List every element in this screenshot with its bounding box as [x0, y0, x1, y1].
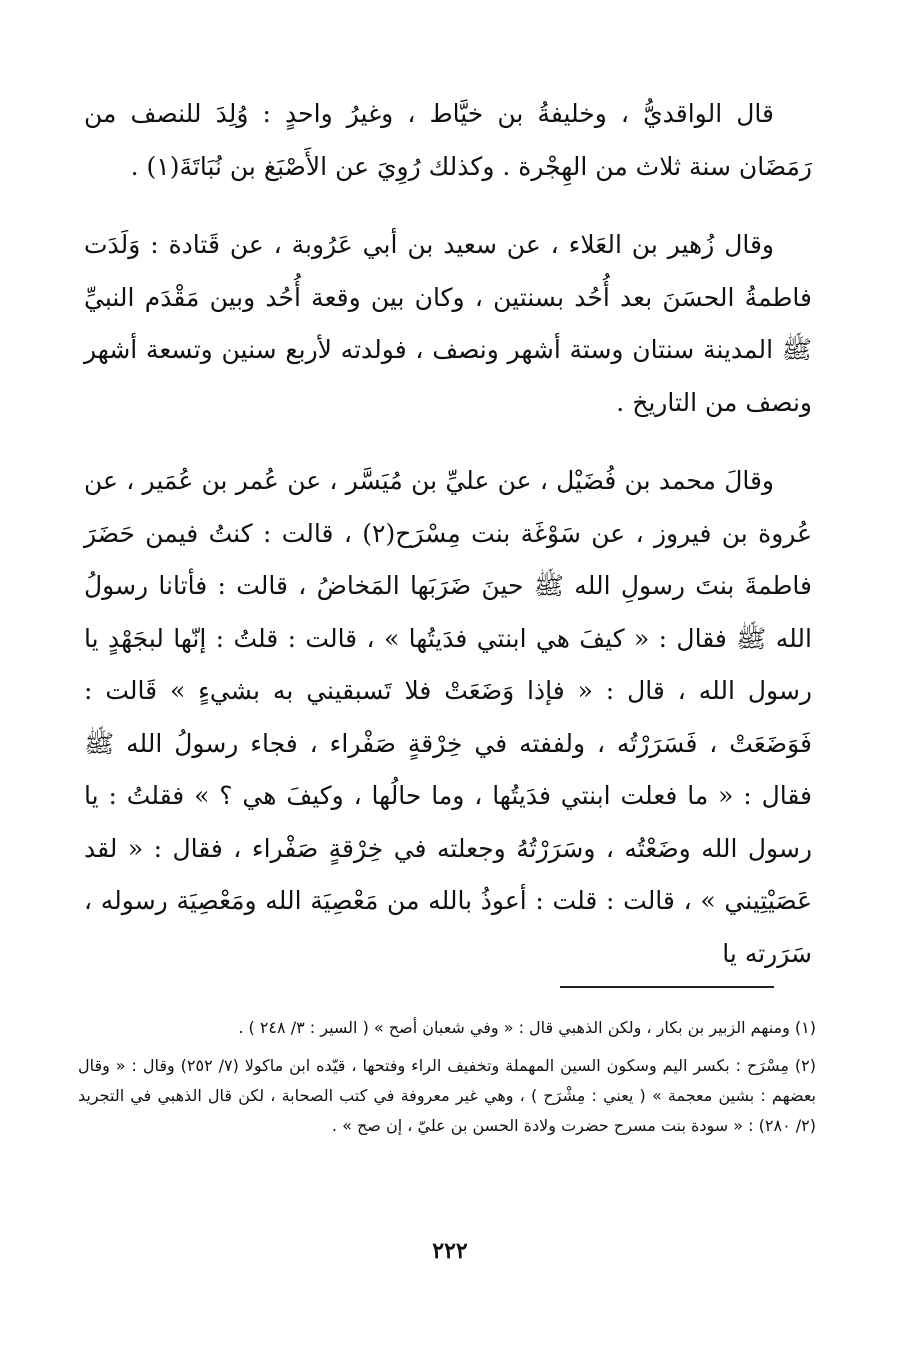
paragraph-qatada-report: وقال زُهير بن العَلاء ، عن سعيد بن أبي عَرُوبة ، عن قَتادة : وَلَدَت فاطمةُ الحسَنَ بعد أُحُد بسنتين ، وكان بين وقعة أُحُد وبين مَقْدَم النبيِّ ﷺ المدينة سنتان وستة أشهر ونصف ، فولدته لأربع سنين وتسعة أشهر ونصف من التاريخ .	[84, 230, 813, 417]
footnote-1: (١) ومنهم الزبير بن بكار ، ولكن الذهبي قال : « وفي شعبان أصح » ( السير : ٣/ ٢٤٨ ) .	[238, 1018, 816, 1037]
footnote-separator	[560, 986, 774, 988]
main-text	[84, 88, 812, 980]
paragraph-sawgha-narration: وقالَ محمد بن فُضَيْل ، عن عليِّ بن مُيَسَّر ، عن عُمر بن عُمَير ، عن عُروة بن فيروز ، عن سَوْغَة بنت مِسْرَح(٢) ، قالت : كنتُ فيمن حَضَرَ فاطمةَ بنتَ رسولِ الله ﷺ حينَ ضَرَبَها المَخاضُ ، قالت : فأتانا رسولُ الله ﷺ فقال : « كيفَ هي ابنتي فدَيتُها » ، قالت : قلتُ : إنّها لبجَهْدٍ يا رسول الله ، قال : « فإذا وَضَعَتْ فلا تَسبقيني به بشيءٍ » قَالت : فَوَضَعَتْ ، فَسَرَرْتُه ، ولففته في خِرْقةٍ صَفْراء ، فجاء رسولُ الله ﷺ فقال : « ما فعلت ابنتي فدَيتُها ، وما حالُها ، وكيفَ هي ؟ » فقلتُ : يا رسول الله وضَعْتُه ، وسَرَرْتُهُ وجعلته في خِرْقةٍ صَفْراء ، فقال : « لقد عَصَيْتِيني » ، قالت : قلت : أعوذُ بالله من مَعْصِيَة الله ومَعْصِيَة رسوله ، سَرَرته يا	[84, 466, 812, 968]
footnotes	[78, 1013, 816, 1149]
paragraph-birth-date: قال الواقديُّ ، وخليفةُ بن خيَّاط ، وغيرُ واحدٍ : وُلِدَ للنصف من رَمَضَان سنة ثلاث من الهِجْرة . وكذلك رُوِيَ عن الأَصْبَغ بن نُبَاتَةَ(١) .	[84, 99, 812, 181]
footnote-2: (٢) مِسْرَح : بكسر اليم وسكون السين المهملة وتخفيف الراء وفتحها ، قيّده ابن ماكولا (٧/ ٢٥٢) وقال : « وقال بعضهم : بشين معجمة » ( يعني : مِشْرَح ) ، وهي غير معروفة في كتب الصحابة ، لكن قال الذهبي في التجريد (٢/ ٢٨٠) : « سودة بنت مسرح حضرت ولادة الحسن بن عليّ ، إن صح » .	[78, 1056, 816, 1135]
page-number: ٢٢٢	[432, 1238, 468, 1264]
